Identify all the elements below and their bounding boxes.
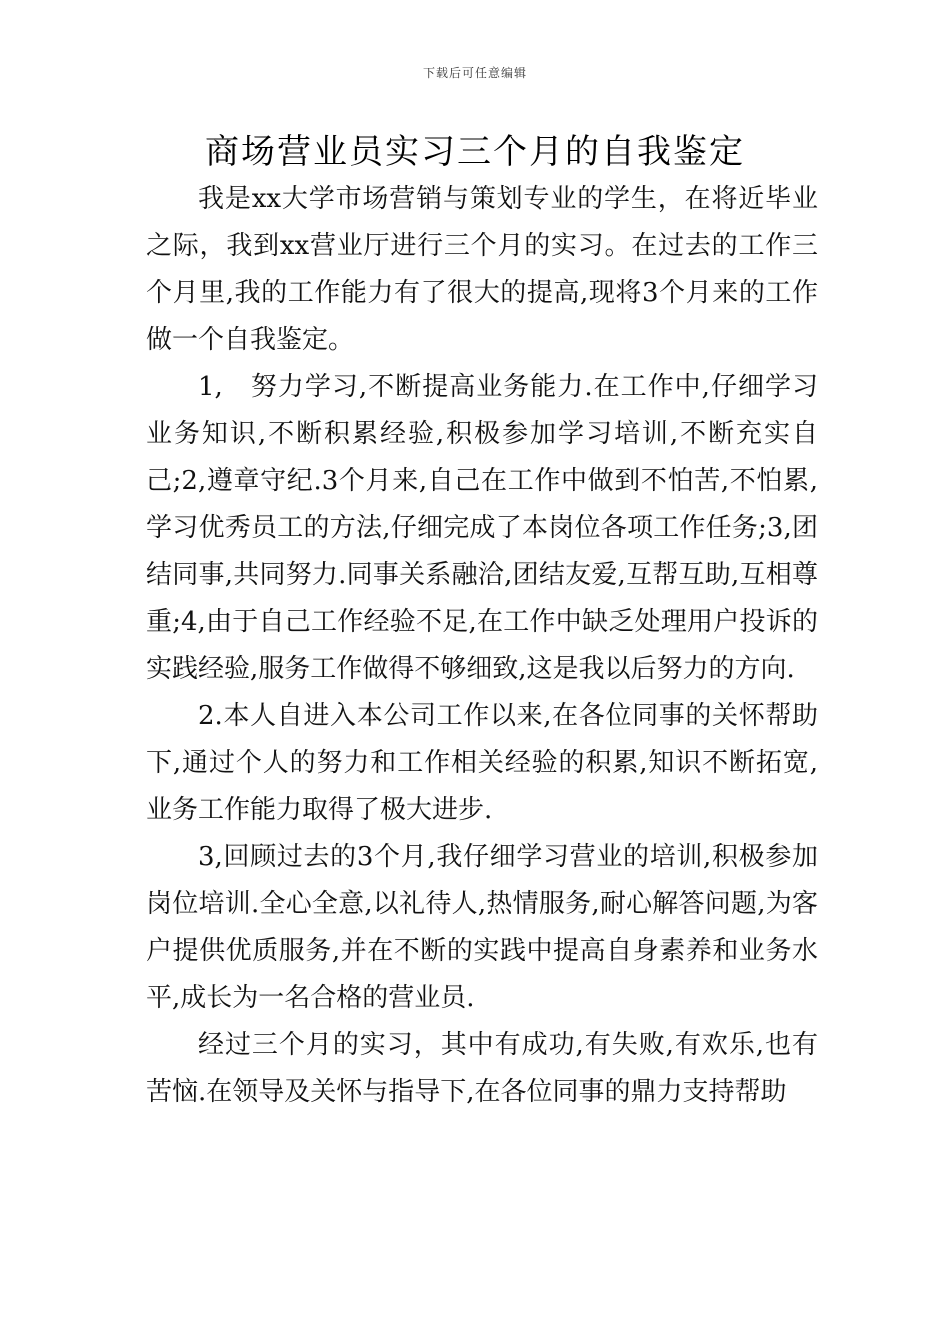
paragraph: 我是xx大学市场营销与策划专业的学生，在将近毕业之际，我到xx营业厅进行三个月的实习。在过去的工作三个月里,我的工作能力有了很大的提高,现将3个月来的工作做一个自我鉴定。 bbox=[146, 184, 818, 355]
paragraph: 2.本人自进入本公司工作以来,在各位同事的关怀帮助下,通过个人的努力和工作相关经验的积累,知识不断拓宽,业务工作能力取得了极大进步. bbox=[146, 701, 818, 825]
document-body bbox=[146, 176, 818, 1116]
paragraph: 3,回顾过去的3个月,我仔细学习营业的培训,积极参加岗位培训.全心全意,以礼待人,热情服务,耐心解答问题,为客户提供优质服务,并在不断的实践中提高自身素养和业务水平,成长为一名合格的营业员. bbox=[146, 842, 818, 1013]
paragraph: 经过三个月的实习，其中有成功,有失败,有欢乐,也有苦恼.在领导及关怀与指导下,在各位同事的鼎力支持帮助 bbox=[146, 1030, 818, 1107]
paragraph: 1, 努力学习,不断提高业务能力.在工作中,仔细学习业务知识,不断积累经验,积极参加学习培训,不断充实自己;2,遵章守纪.3个月来,自己在工作中做到不怕苦,不怕累,学习优秀员工的方法,仔细完成了本岗位各项工作任务;3,团结同事,共同努力.同事关系融洽,团结友爱,互帮互助,互相尊重;4,由于自己工作经验不足,在工作中缺乏处理用户投诉的实践经验,服务工作做得不够细致,这是我以后努力的方向. bbox=[146, 372, 818, 684]
document-title: 商场营业员实习三个月的自我鉴定 bbox=[205, 132, 745, 172]
header-note: 下载后可任意编辑 bbox=[422, 66, 527, 80]
